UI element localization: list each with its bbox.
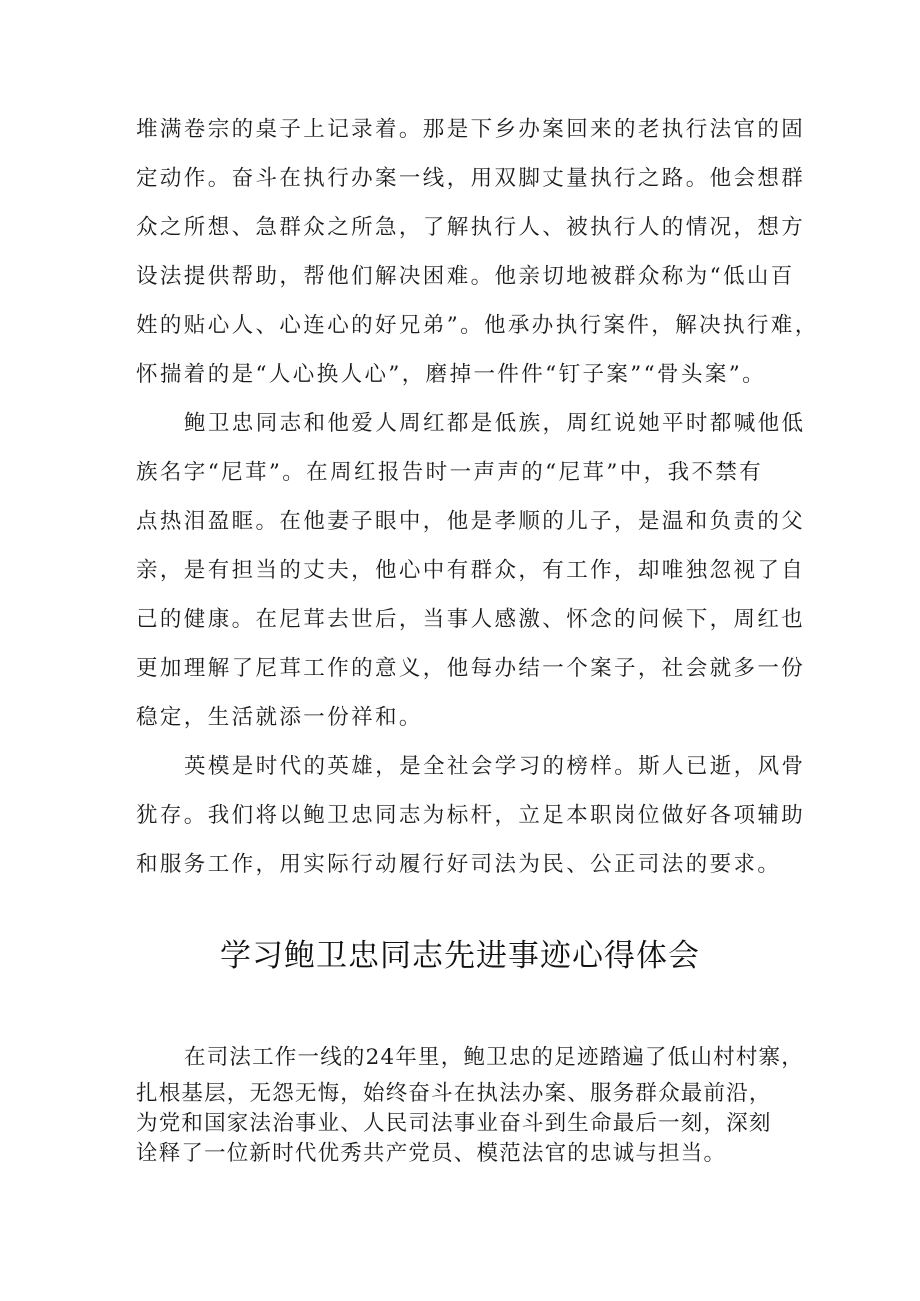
text-line: 点热泪盈眶。在他妻子眼中，他是孝顺的儿子，是温和负责的父 [136, 509, 806, 534]
article-title: 学习鲍卫忠同志先进事迹心得体会 [220, 938, 700, 974]
text-line: 怀揣着的是“人心换人心”，磨掉一件件“钉子案”“骨头案”。 [136, 362, 767, 387]
text-line: 为党和国家法治事业、人民司法事业奋斗到生命最后一刻，深刻 [136, 1111, 772, 1136]
text-line: 堆满卷宗的桌子上记录着。那是下乡办案回来的老执行法官的固 [136, 117, 806, 142]
text-line: 英模是时代的英雄，是全社会学习的榜样。斯人已逝，风骨 [184, 754, 806, 779]
text-line: 族名字“尼茸”。在周红报告时一声声的“尼茸”中，我不禁有 [136, 460, 764, 485]
text-line: 犹存。我们将以鲍卫忠同志为标杆，立足本职岗位做好各项辅助 [136, 803, 806, 828]
text-line: 鲍卫忠同志和他爱人周红都是低族，周红说她平时都喊他低 [184, 411, 806, 436]
text-line: 扎根基层，无怨无悔，始终奋斗在执法办案、服务群众最前沿， [136, 1081, 772, 1106]
text-line: 在司法工作一线的24年里，鲍卫忠的足迹踏遍了低山村村寨， [184, 1045, 804, 1070]
text-line: 己的健康。在尼茸去世后，当事人感激、怀念的问候下，周红也 [136, 607, 806, 632]
text-line: 稳定，生活就添一份祥和。 [136, 705, 423, 730]
text-line: 定动作。奋斗在执行办案一线，用双脚丈量执行之路。他会想群 [136, 166, 806, 191]
text-line: 和服务工作，用实际行动履行好司法为民、公正司法的要求。 [136, 852, 782, 877]
text-line: 更加理解了尼茸工作的意义，他每办结一个案子，社会就多一份 [136, 656, 806, 681]
text-line: 亲，是有担当的丈夫，他心中有群众，有工作，却唯独忽视了自 [136, 558, 806, 583]
text-line: 众之所想、急群众之所急，了解执行人、被执行人的情况，想方 [136, 215, 806, 240]
text-line: 设法提供帮助，帮他们解决困难。他亲切地被群众称为“低山百 [136, 264, 795, 289]
text-line: 姓的贴心人、心连心的好兄弟”。他承办执行案件，解决执行难， [136, 313, 819, 338]
text-line: 诠释了一位新时代优秀共产党员、模范法官的忠诚与担当。 [136, 1141, 727, 1166]
